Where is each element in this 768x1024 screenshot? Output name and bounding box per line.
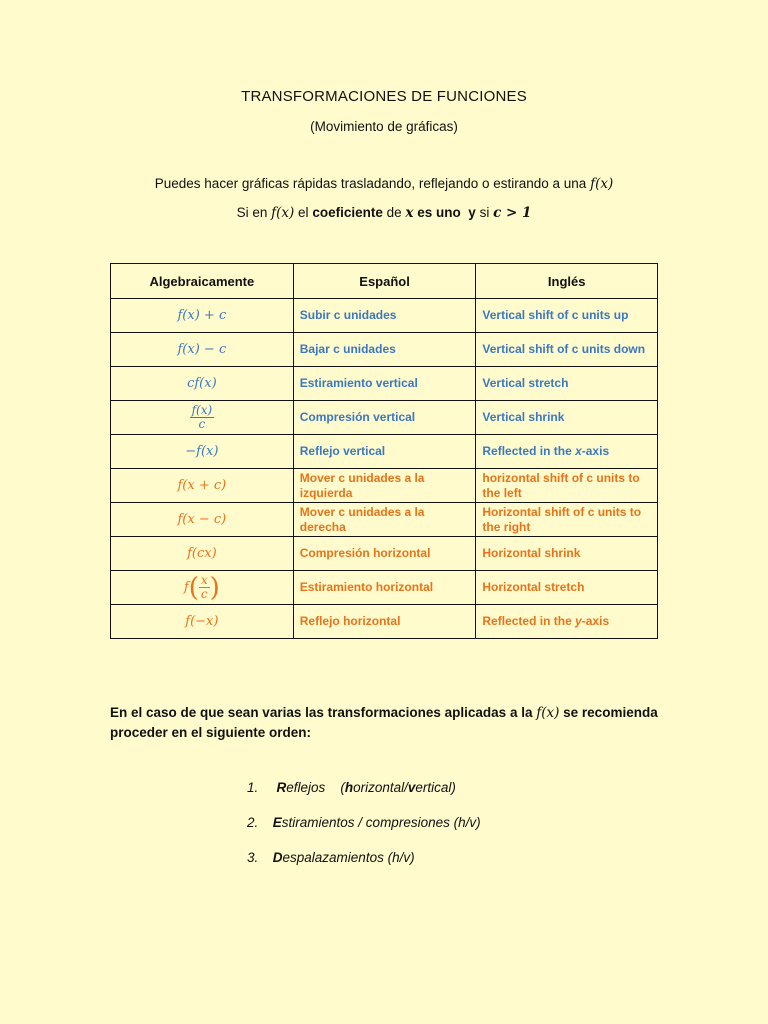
- step-number: 1.: [247, 780, 259, 795]
- transformations-table: [110, 263, 658, 639]
- es-cell: Reflejo horizontal: [293, 605, 476, 639]
- es-cell: Reflejo vertical: [293, 435, 476, 469]
- list-item: [247, 778, 481, 813]
- header-algebraicamente: Algebraicamente: [111, 264, 294, 299]
- intro-line-2-func: f(x): [271, 205, 295, 221]
- order-note-pre: En el caso de que sean varias las transformaciones aplicadas a la: [110, 705, 533, 720]
- table-row: [111, 333, 658, 367]
- en-cell-var: x: [575, 444, 582, 458]
- alg-cell: f(−x): [111, 605, 294, 639]
- en-cell-var: y: [575, 614, 582, 628]
- fraction: [199, 574, 210, 601]
- step-text: eflejos: [286, 780, 326, 795]
- alg-cell: f(x) + c: [111, 299, 294, 333]
- table-row: [111, 469, 658, 503]
- en-cell: Horizontal shift of c units to the right: [476, 503, 658, 537]
- es-cell: Bajar c unidades: [293, 333, 476, 367]
- intro-si: si: [479, 205, 490, 220]
- intro-line-1-func: f(x): [590, 176, 614, 192]
- table-row: [111, 537, 658, 571]
- fraction-denominator: c: [200, 587, 208, 601]
- function-symbol: f: [183, 580, 189, 595]
- order-note-post: se recomienda proceder en el siguiente orden:: [110, 705, 658, 740]
- alg-cell: [111, 571, 294, 605]
- step-number: 2.: [247, 815, 259, 830]
- alg-cell: f(x − c): [111, 503, 294, 537]
- en-cell: Vertical stretch: [476, 367, 658, 401]
- alg-cell: f(x + c): [111, 469, 294, 503]
- en-cell: Vertical shift of c units down: [476, 333, 658, 367]
- page-subtitle: (Movimiento de gráficas): [310, 119, 458, 134]
- left-paren: (: [188, 572, 199, 603]
- intro-coeficiente: coeficiente: [312, 205, 383, 220]
- table-row: [111, 299, 658, 333]
- order-note: [110, 703, 658, 743]
- header-espanol: Español: [293, 264, 476, 299]
- es-cell: Subir c unidades: [293, 299, 476, 333]
- en-cell: [476, 605, 658, 639]
- intro-de: de: [386, 205, 402, 220]
- es-cell: Estiramiento horizontal: [293, 571, 476, 605]
- es-cell: Mover c unidades a la derecha: [293, 503, 476, 537]
- es-cell: Compresión vertical: [293, 401, 476, 435]
- fraction-numerator: x: [200, 573, 208, 587]
- page-title: TRANSFORMACIONES DE FUNCIONES: [241, 88, 527, 105]
- function-of-fraction: [184, 574, 220, 601]
- step-text: stiramientos / compresiones (h/v): [281, 815, 481, 830]
- en-cell-pre: Reflected in the: [482, 614, 576, 628]
- table-row: [111, 435, 658, 469]
- step-detail-h: h: [344, 780, 354, 795]
- en-cell: Vertical shift of c units up: [476, 299, 658, 333]
- list-item: [247, 813, 481, 848]
- fraction: [190, 404, 215, 431]
- alg-cell: [111, 401, 294, 435]
- step-initial: E: [272, 815, 282, 830]
- intro-x-var: x: [405, 205, 414, 221]
- en-cell: Horizontal stretch: [476, 571, 658, 605]
- table-row: [111, 503, 658, 537]
- en-cell: [476, 435, 658, 469]
- intro-line-1-text: Puedes hacer gráficas rápidas trasladando, reflejando o estirando a una: [154, 176, 587, 191]
- list-item: [247, 848, 481, 883]
- en-cell-pre: Reflected in the: [482, 444, 576, 458]
- steps-list: [247, 778, 481, 883]
- alg-cell: f(x) − c: [111, 333, 294, 367]
- en-cell: horizontal shift of c units to the left: [476, 469, 658, 503]
- intro-si-en: Si en: [236, 205, 268, 220]
- intro-condition: c > 1: [493, 205, 532, 221]
- table-row: [111, 571, 658, 605]
- es-cell: Mover c unidades a la izquierda: [293, 469, 476, 503]
- alg-cell: f(cx): [111, 537, 294, 571]
- step-number: 3.: [247, 850, 259, 865]
- alg-cell: cf(x): [111, 367, 294, 401]
- fraction-denominator: c: [198, 417, 206, 431]
- fraction-numerator: f(x): [191, 403, 213, 417]
- en-cell-post: -axis: [581, 444, 610, 458]
- es-cell: Estiramiento vertical: [293, 367, 476, 401]
- step-detail-close: ertical): [415, 780, 456, 795]
- table-row: [111, 605, 658, 639]
- step-detail-open: (: [340, 780, 345, 795]
- table-row: [111, 367, 658, 401]
- step-detail-v: v: [407, 780, 416, 795]
- intro-y: y: [468, 205, 476, 220]
- en-cell: Vertical shrink: [476, 401, 658, 435]
- order-note-func: f(x): [536, 705, 560, 721]
- alg-cell: −f(x): [111, 435, 294, 469]
- table-header-row: [111, 264, 658, 299]
- intro-el: el: [298, 205, 309, 220]
- header-ingles: Inglés: [476, 264, 658, 299]
- intro-line-1: [0, 176, 768, 192]
- intro-es-uno: es uno: [417, 205, 461, 220]
- step-initial: D: [272, 850, 283, 865]
- intro-line-2: [0, 205, 768, 221]
- es-cell: Compresión horizontal: [293, 537, 476, 571]
- table-row: [111, 401, 658, 435]
- step-text: espalazamientos (h/v): [282, 850, 415, 865]
- step-detail-mid: orizontal/: [353, 780, 408, 795]
- right-paren: ): [209, 572, 220, 603]
- en-cell-post: -axis: [581, 614, 610, 628]
- en-cell: Horizontal shrink: [476, 537, 658, 571]
- step-initial: R: [276, 780, 287, 795]
